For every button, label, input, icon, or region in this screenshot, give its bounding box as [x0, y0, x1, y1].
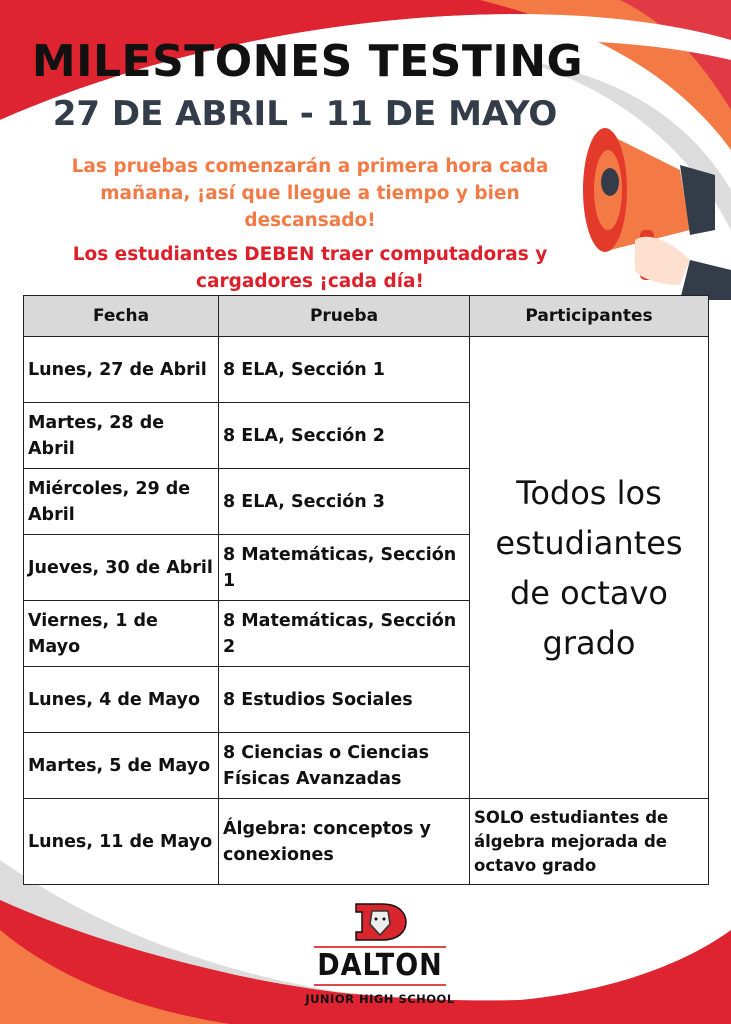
table-row — [24, 799, 709, 885]
schedule-table — [23, 295, 709, 885]
date-cell: Lunes, 4 de Mayo — [24, 667, 219, 733]
test-cell: Álgebra: conceptos y conexiones — [219, 799, 470, 885]
panther-d-icon — [352, 902, 408, 942]
table-row — [24, 337, 709, 403]
test-cell: 8 Estudios Sociales — [219, 667, 470, 733]
test-cell: 8 ELA, Sección 2 — [219, 403, 470, 469]
date-cell: Jueves, 30 de Abril — [24, 535, 219, 601]
table-header-row — [24, 296, 709, 337]
header-prueba: Prueba — [219, 296, 470, 337]
date-cell: Martes, 5 de Mayo — [24, 733, 219, 799]
school-subtitle: JUNIOR HIGH SCHOOL — [305, 992, 455, 1006]
participants-cell: Todos los estudiantes de octavo grado — [470, 337, 709, 799]
test-cell: 8 Matemáticas, Sección 1 — [219, 535, 470, 601]
date-cell: Lunes, 27 de Abril — [24, 337, 219, 403]
test-cell: 8 Matemáticas, Sección 2 — [219, 601, 470, 667]
date-cell: Martes, 28 de Abril — [24, 403, 219, 469]
header-fecha: Fecha — [24, 296, 219, 337]
megaphone-icon — [580, 110, 731, 300]
school-logo — [300, 902, 460, 1006]
date-cell: Lunes, 11 de Mayo — [24, 799, 219, 885]
header-participantes: Participantes — [470, 296, 709, 337]
date-cell: Viernes, 1 de Mayo — [24, 601, 219, 667]
test-cell: 8 ELA, Sección 3 — [219, 469, 470, 535]
school-name: DALTON — [314, 946, 446, 986]
test-cell: 8 ELA, Sección 1 — [219, 337, 470, 403]
arrival-note: Las pruebas comenzarán a primera hora cada mañana, ¡así que llegue a tiempo y bien descansado! — [71, 156, 549, 231]
date-range: 27 DE ABRIL - 11 DE MAYO — [52, 94, 558, 134]
participants-cell: SOLO estudiantes de álgebra mejorada de octavo grado — [470, 799, 709, 885]
page-title: MILESTONES TESTING — [31, 36, 584, 87]
equipment-note: Los estudiantes DEBEN traer computadoras y cargadores ¡cada día! — [72, 244, 548, 292]
test-cell: 8 Ciencias o Ciencias Físicas Avanzadas — [219, 733, 470, 799]
date-cell: Miércoles, 29 de Abril — [24, 469, 219, 535]
